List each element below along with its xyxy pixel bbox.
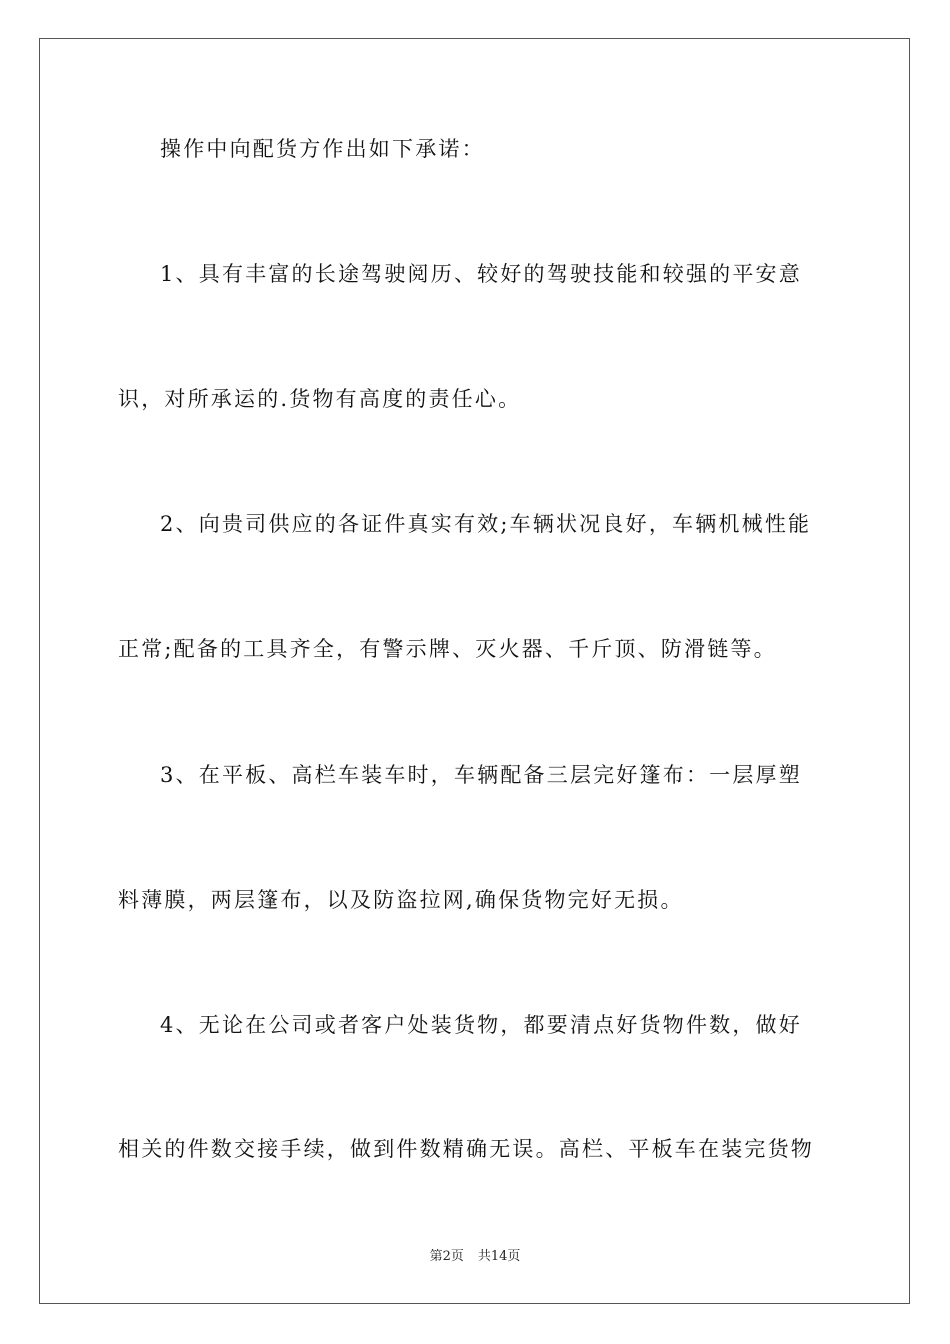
paragraph-intro: 操作中向配货方作出如下承诺： (160, 137, 485, 161)
page-border (39, 38, 910, 1304)
paragraph-4-line-2: 相关的件数交接手续，做到件数精确无误。高栏、平板车在装完货物 (118, 1137, 814, 1161)
paragraph-2-line-2: 正常;配备的工具齐全，有警示牌、灭火器、千斤顶、防滑链等。 (118, 637, 777, 661)
page-footer (0, 1248, 950, 1266)
paragraph-1-line-1: 1、具有丰富的长途驾驶阅历、较好的驾驶技能和较强的平安意 (160, 262, 802, 286)
paragraph-4-line-1: 4、无论在公司或者客户处装货物，都要清点好货物件数，做好 (160, 1013, 802, 1037)
page-total: 共14页 (477, 1249, 521, 1264)
page-number: 第2页 (429, 1249, 464, 1264)
paragraph-2-line-1: 2、向贵司供应的各证件真实有效;车辆状况良好，车辆机械性能 (160, 512, 812, 536)
paragraph-1-line-2: 识，对所承运的.货物有高度的责任心。 (118, 387, 522, 411)
paragraph-3-line-1: 3、在平板、高栏车装车时，车辆配备三层完好篷布：一层厚塑 (160, 763, 802, 787)
paragraph-3-line-2: 料薄膜，两层篷布，以及防盗拉网,确保货物完好无损。 (118, 888, 684, 912)
